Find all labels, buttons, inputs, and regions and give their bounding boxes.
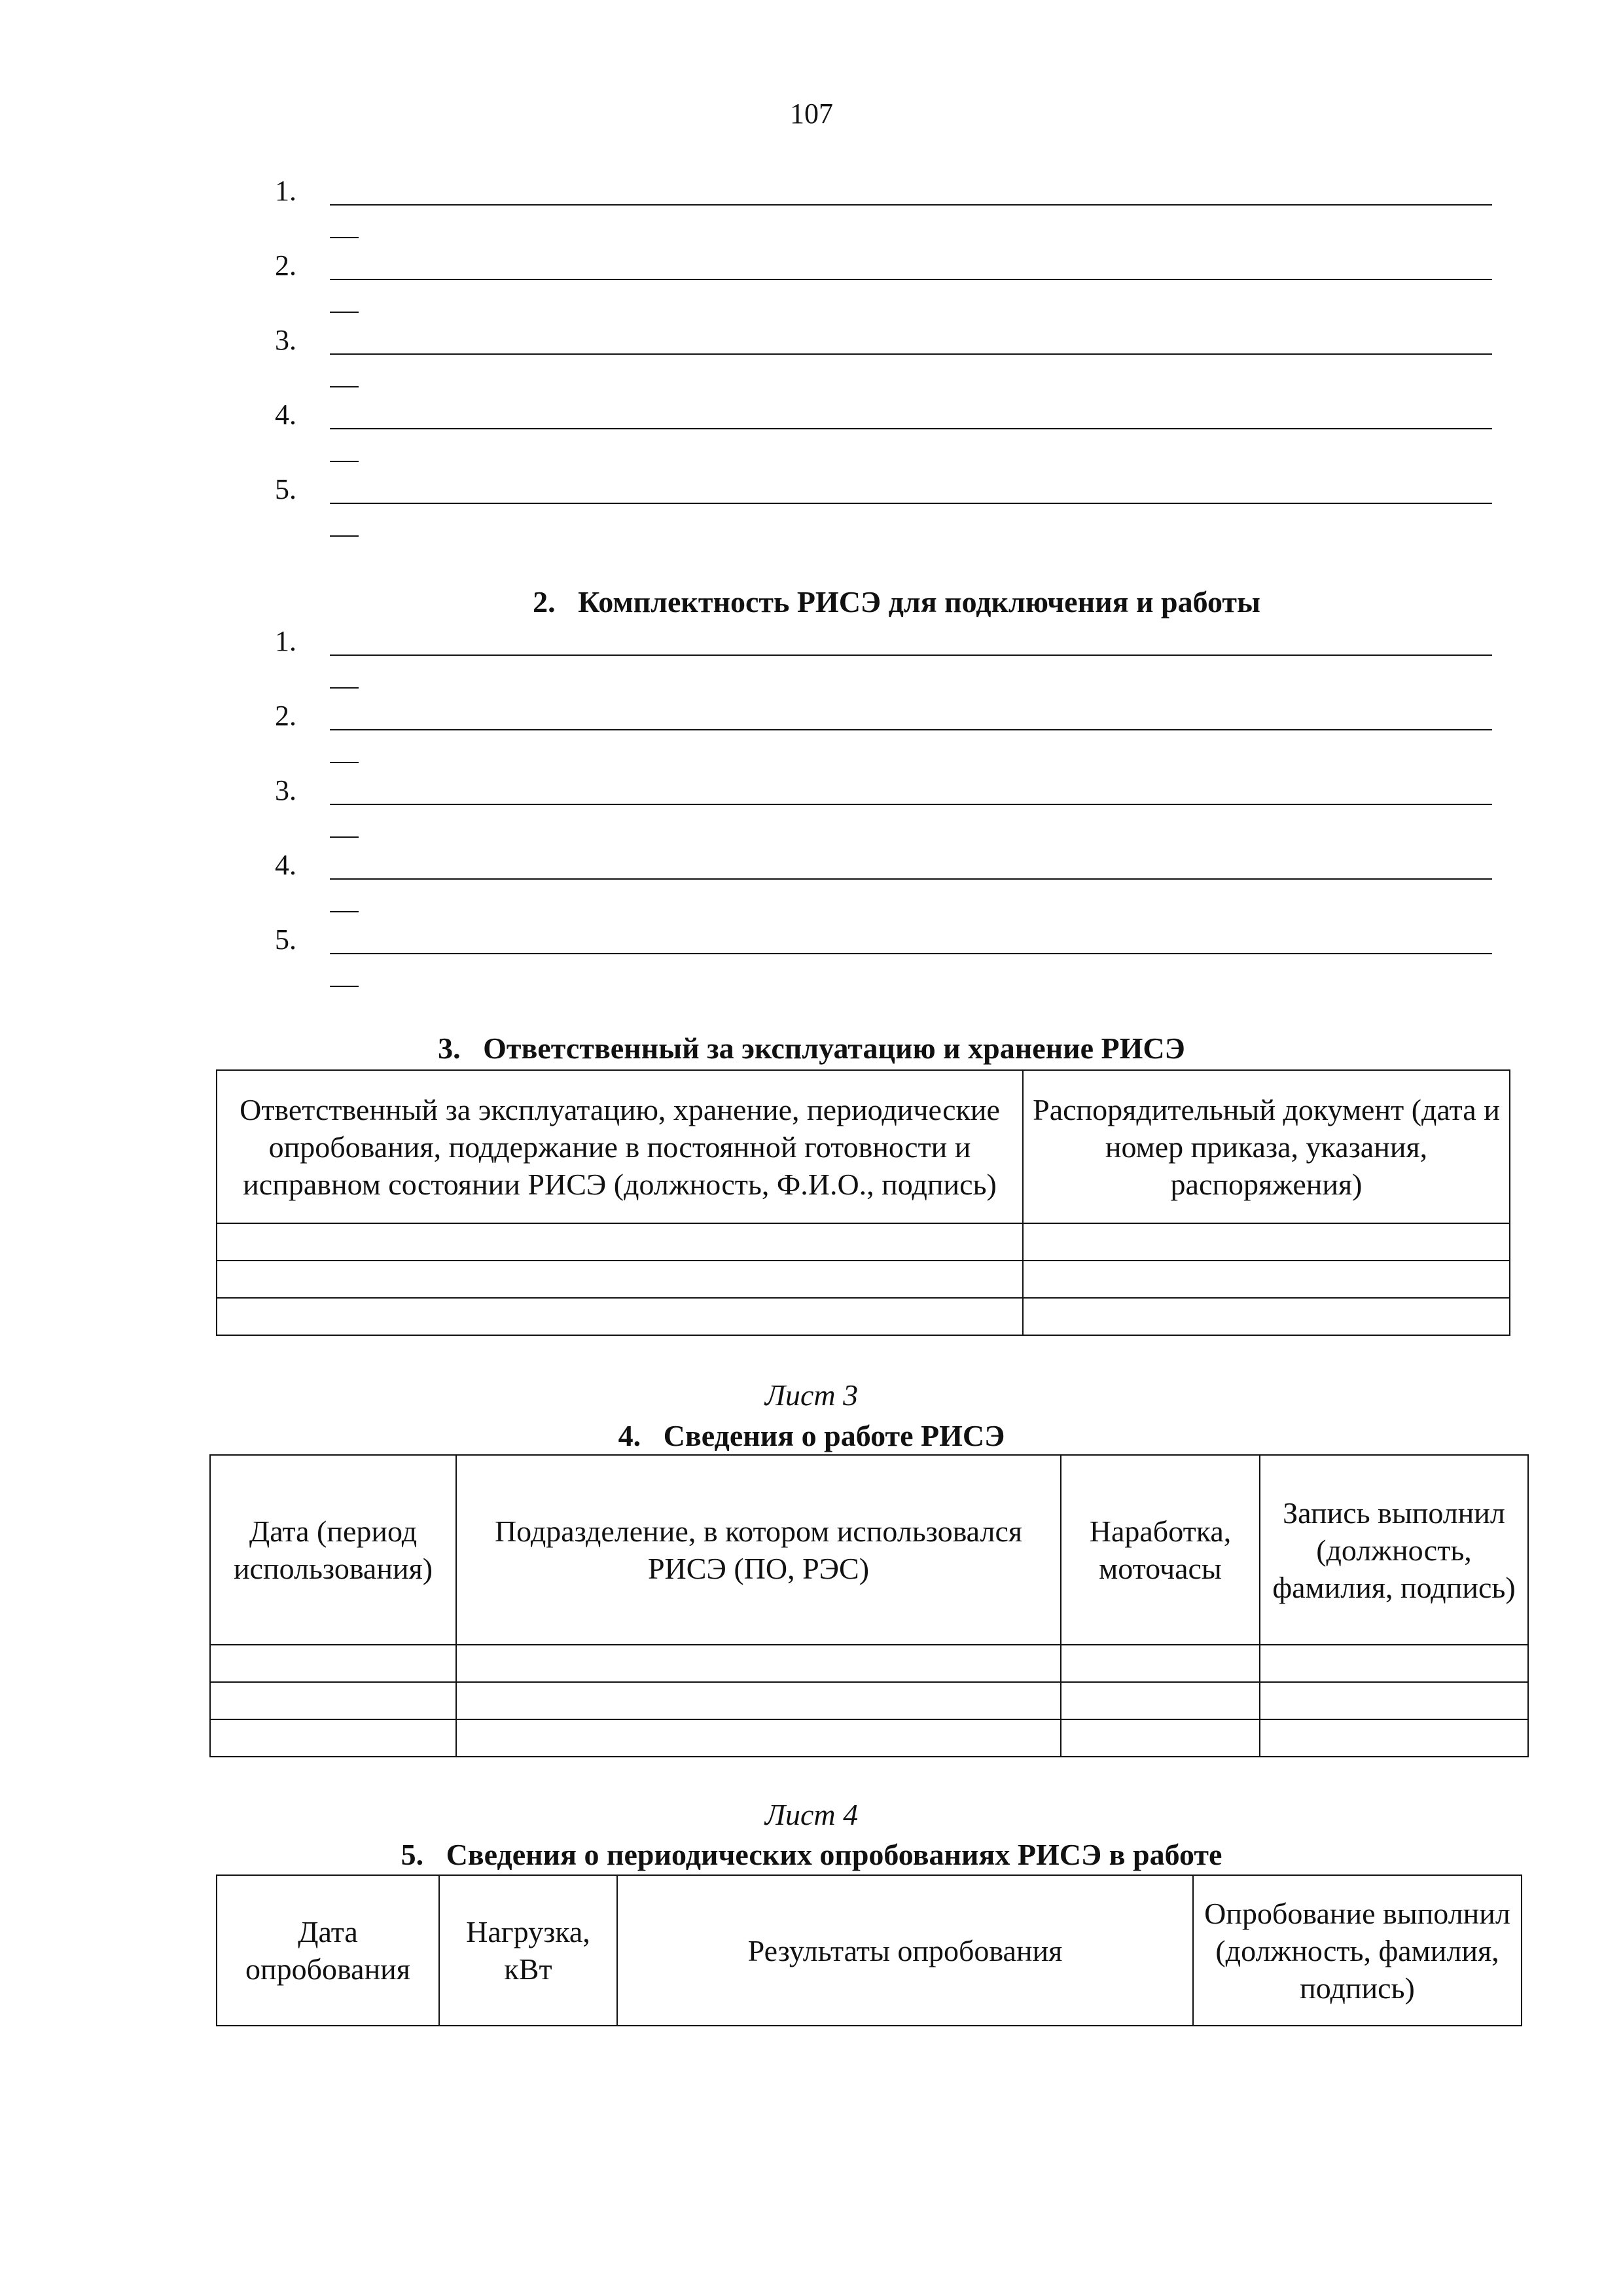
section-2-title: 2. Комплектность РИСЭ для подключения и работы [533,585,1260,619]
page-number: 107 [790,98,833,130]
table-cell[interactable] [1023,1298,1510,1335]
item-number: 2. [275,249,296,281]
fill-line-continuation [330,386,359,387]
fill-line-continuation [330,762,359,763]
fill-line [330,655,1492,656]
header-tested-by: Опробование выполнил (должность, фамилия, подпись) [1193,1875,1522,2026]
table-cell[interactable] [456,1682,1061,1719]
table-header-row [210,1455,1528,1645]
table-cell[interactable] [217,1298,1023,1335]
section-4-title: 4. Сведения о работе РИСЭ [618,1419,1005,1452]
header-date-period: Дата (период использования) [210,1455,456,1645]
item-number: 4. [275,849,296,881]
table-header-row [217,1875,1522,2026]
item-number: 3. [275,324,296,356]
section-3-title: 3. Ответственный за эксплуатацию и хранение РИСЭ [438,1031,1185,1065]
table-cell[interactable] [1260,1682,1528,1719]
header-test-date: Дата опробования [217,1875,439,2026]
list-1 [275,171,1492,545]
table-cell[interactable] [1260,1719,1528,1757]
item-number: 1. [275,175,296,207]
header-recorded-by: Запись выполнил (должность, фамилия, подпись) [1260,1455,1528,1645]
usage-table [209,1454,1529,1757]
header-department: Подразделение, в котором использовался РИСЭ (ПО, РЭС) [456,1455,1061,1645]
header-load: Нагрузка, кВт [439,1875,617,2026]
list-2-item-1 [275,622,1492,696]
item-number: 2. [275,700,296,732]
table-cell[interactable] [456,1719,1061,1757]
table-cell[interactable] [217,1223,1023,1261]
table-cell[interactable] [1061,1682,1260,1719]
table-cell[interactable] [1023,1261,1510,1298]
list-1-item-3 [275,321,1492,395]
list-2-item-3 [275,771,1492,846]
item-number: 5. [275,473,296,505]
table-cell[interactable] [1061,1645,1260,1682]
fill-line [330,953,1492,954]
header-order-document: Распорядительный документ (дата и номер приказа, указания, распоряжения) [1023,1070,1510,1223]
sheet-label-3: Лист 3 [764,1378,859,1412]
table-row [217,1223,1510,1261]
list-2-item-4 [275,846,1492,920]
fill-line-continuation [330,986,359,987]
list-1-item-1 [275,171,1492,246]
item-number: 5. [275,924,296,956]
table-cell[interactable] [217,1261,1023,1298]
table-row [210,1645,1528,1682]
fill-line-continuation [330,836,359,838]
fill-line-continuation [330,461,359,462]
responsible-table [216,1069,1510,1336]
header-test-results: Результаты опробования [617,1875,1193,2026]
table-row [210,1682,1528,1719]
table-row [210,1719,1528,1757]
table-header-row [217,1070,1510,1223]
table-row [217,1261,1510,1298]
table-cell[interactable] [210,1682,456,1719]
table-cell[interactable] [1061,1719,1260,1757]
table-row [217,1298,1510,1335]
fill-line [330,878,1492,880]
fill-line [330,503,1492,504]
list-1-item-4 [275,395,1492,470]
fill-line [330,804,1492,805]
list-1-item-2 [275,246,1492,321]
sheet-label-4: Лист 4 [764,1798,859,1831]
list-1-item-5 [275,470,1492,545]
tests-table [216,1874,1522,2026]
fill-line [330,204,1492,206]
fill-line-continuation [330,911,359,912]
list-2-item-5 [275,920,1492,995]
item-number: 1. [275,625,296,657]
fill-line [330,729,1492,730]
table-cell[interactable] [210,1719,456,1757]
fill-line-continuation [330,687,359,689]
table-cell[interactable] [210,1645,456,1682]
list-2 [275,622,1492,995]
fill-line [330,279,1492,280]
fill-line-continuation [330,312,359,313]
item-number: 3. [275,774,296,806]
list-2-item-2 [275,696,1492,771]
table-cell[interactable] [456,1645,1061,1682]
section-5-title: 5. Сведения о периодических опробованиях РИСЭ в работе [401,1838,1222,1871]
item-number: 4. [275,399,296,431]
fill-line-continuation [330,237,359,238]
header-operating-hours: Наработка, моточасы [1061,1455,1260,1645]
header-responsible: Ответственный за эксплуатацию, хранение, периодические опробования, поддержание в постоянной готовности и исправном состоянии РИСЭ (должность, Ф.И.О., подпись) [217,1070,1023,1223]
fill-line [330,428,1492,429]
fill-line-continuation [330,535,359,537]
table-cell[interactable] [1260,1645,1528,1682]
fill-line [330,353,1492,355]
table-cell[interactable] [1023,1223,1510,1261]
